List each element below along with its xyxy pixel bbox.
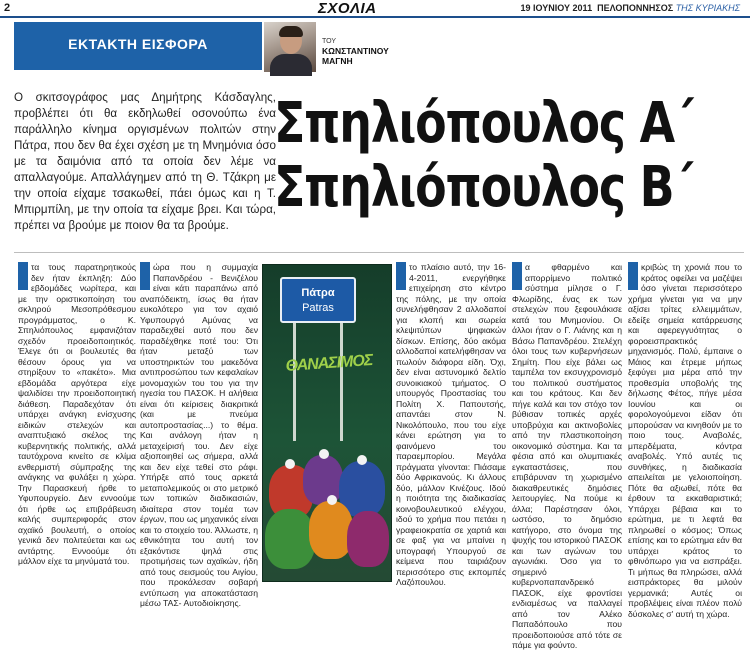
paper-subtitle: ΤΗΣ ΚΥΡΙΑΚΗΣ — [675, 3, 740, 13]
sign-text-latin: Patras — [302, 302, 334, 314]
patras-road-sign — [280, 277, 356, 323]
author-name-line1: ΚΩΝΣΤΑΝΤΙΝΟΥ — [322, 46, 389, 56]
column-title-band — [14, 22, 262, 70]
dateline — [521, 3, 740, 13]
article-column-5: κριβώς τη χρονιά που το κράτος οφείλει να μαζέψει όσο γίνεται περισσότερο χρήμα γίνεται για να μην αξίσει τρίτες ελλειμμάτων, εδείξε σημεία κατάρρευσης και αφερεγγυότητας ο φοροεισπρακτικός μηχανισμός. Πολύ, έμπαινε ο Μάιος και έτρεμε μήπως ξεφύγει μια μέρα από την προθεσμία υποβολής της δήλωσης Φέτος, πήγε μέσα Ιουνίου και οι φορολογούμενοι είδαν ότι μπορούσαν να κινηθούν με το ποιο τους. Αναβολές, μπερδέματα, κόντρα αναβολές. Υπό αυτές τις συνθήκες, η διαδικασία απειλείται με γελοιοποίηση. Πότε θα αξιωθεί, πότε θα έρθουν τα εκκαθαριστικά; Υπάρχει βέβαια και το ερώτημα, με τι λεφτά θα πληρωθεί ο κόσμος; Όπως επίσης και το ερώτημα εάν θα υπάρχει κράτος το φθινόπωρο για να εισπράξει. Τι μήπως θα πληρώσει, αλλά εισπράκτορες θα μιλούν γερμανικά; Αυτές οι προβλέψεις είναι πλέον πολύ δύσκολες σ' αυτή τη χώρα. — [628, 262, 742, 619]
dropcap-marker — [628, 262, 638, 290]
article-column-3: το πλαίσιο αυτό, την 16-4-2011, ενεργήθηκε επιχείρηση στο κέντρο της πόλης, με την οποία συνελήφθησαν 2 αλλοδαποί για κλοπή και σωρεία κλεψιτύπων ψηφιακών δίσκων. Επίσης, δύο ακόμα αλλοδαποί κατελήφθησαν να πωλούν διάφορα είδη. Όχι, δεν είναι αστυνομικό δελτίο συνοικιακού τμήματος. Ο υπουργός Προστασίας του Πολίτη Χ. Παπουτσής, απαντάει στον Ν. Νικολόπουλο, που του είχε κάνει ερώτηση για το φαινόμενο του παραεμπορίου. Μεγάλα πράγματα γίνονται: Πιάσαμε δύο Αφρικανούς. Κι άλλους δύο, μάλλον Κινέζους. Ιδού η ποιότητα της διαδικασίας κοινοβουλευτικού ελέγχου, ιδού το χρήμα που πετάει η γραφειοκρατία σε χαρτιά και σε φαξ για να μπαίνει η υπογραφή Υπουργού σε κείμενα που ταιριάζουν περισσότερο στις εκπομπές Λαζόπουλου. — [396, 262, 506, 587]
cartoon-illustration — [262, 264, 392, 582]
garbage-bag-icon — [309, 501, 353, 559]
byline-prefix: ΤΟΥ — [322, 38, 337, 45]
graffiti-text: ΘΑΝΑΣΙΜΟΣ — [285, 351, 373, 376]
dropcap-marker — [512, 262, 522, 290]
article-column-4: α φθαρμένο και απορρίμενο πολιτικό σύστημα μίλησε ο Γ. Φλωρίδης, ένας εκ των στελεχών που ξεφουλάκισε κατά του Μνημονίου. Οι άλλοι ήταν ο Γ. Λιάνης και η Βάσω Παπανδρέου. Στελέχη όλοι τους των κυβερνήσεων Σημίτη. Που είχε βάλει ως ταμπέλα τον εκσυγχρονισμό του πολιτικού συστήματος και του κράτους. Και δεν πήγε καλά και τον στόχο τον βύθισαν τοπικές αρχές υποβρύχια και ακτινοβολίες από την πλαστικοποίηση οικονομικό σύστημα. Και τα φέσια από και ολυμπιακές εγκαταστάσεις, που επιβάρυναν τη χωρισμένο διακαθρευτικές δημόσιες λειτουργίες. Να πούμε κι άλλα; Παρέστησαν όλοι, ωστόσο, το δημόσιο κατήγορο, στο όνομα της ψυχής του ιστορικού ΠΑΣΟΚ και των αγώνων του αγωνιάκι. Όσο για το σημερινό κυβερνοπαπανδρεικό ΠΑΣΟΚ, είχε φροντίσει ενδιαμέσως να παλλαγεί από τον Αλέκο Παπαδόπουλο που προειδοποιούσε από τότε σε πάμε για φούντο. — [512, 262, 622, 650]
article-column-1: τα τους παρατηρητικούς δεν ήταν έκπληξη: Δύο εβδομάδες νωρίτερα, και με την οριστικοποίηση του σκληρού Μεσοπρόθεσμου προγράμματος, ο Κ. Σπηλιόπουλος εμφανιζόταν σχεδόν προειδοποιητικός. Έλεγε ότι οι βουλευτές θα θέσουν όρους για να στηρίξουν το «πακέτο». Μια εβδομάδα αργότερα είχε ψαλιδίσει την προειδοποιητική διάθεση. Παραδεχόταν ότι υπάρχει ανάγκη ενίσχυσης ειδικών στελεχών και αναπτυξιακό σκέλος της κυβερνητικής πολιτικής, αλλά ταυτόχρονα κινείτο σε κλίμα ενθερμιστή σύμπραξης της ανάγκης να φυλάξει η χώρα. Την Παρασκευή ήρθε το Υφυπουργείο. Δεν εννοούμε ότι ήρθε ως επιβράβευση καλής συμπεριφοράς στον αχαϊκό βουλευτή, ο οποίος γενικά δεν πολιτεύεται και ως αντάρτης. Εννοούμε ότι μάλλον είχε τα μηνύματά του. — [18, 262, 136, 566]
paper-name: ΠΕΛΟΠΟΝΝΗΣΟΣ — [597, 3, 674, 13]
issue-date: 19 ΙΟΥΝΙΟΥ 2011 — [520, 3, 593, 13]
garbage-bag-icon — [303, 455, 343, 505]
page-number: 2 — [4, 2, 11, 14]
masthead-bar — [0, 0, 750, 18]
article-column-2: ώρα που η συμμαχία Παπανδρέου - Βενιζέλου είναι κάτι παραπάνω από αναπόδεικτη, ίσως θα ήταν ευκολότερο για τον αχαιό Υφυπουργό Αμύνας να παραδεχθεί αυτό που δεν παραδέχθηκε ποτέ του: Ότι ήταν μεταξύ των υποστηρικτών του μακεδόνα αντιπροσώπου των κεφαλαίων μονομαχιών του του για την ηγεσία του ΠΑΣΟΚ. Η αλήθεια είναι ότι κείρισεις διακριτικά (και με πνεύμα αυτοπροστασίας...) το θέμα. Και ανάλογη ήταν η μεταχείρισή του. Δεν είχε αξιοποιηθεί ως σήμερα, αλλά και δεν είχε τεθεί στο ράφι. Υπήρξε από τους αρκετά μεταπολεμικούς οι στο μετρικό των τοπικών διαδικασιών, ιδιαίτερα στον τομέα των έργων, που ως μηχανικός είναι και το στοιχείο του. Άλλωστε, η εθνικότητα του αυτή τον εξακόντισε ψηλά στις προτιμήσεις των αχαϊκών, ήδη από τους σεισμούς του Αιγίου, που προκάλεσαν σοβαρή εντύπωση για αποκατάσταση μέσω ΤΑΣ- Αυτοδιοίκησης. — [140, 262, 258, 608]
author-photo — [264, 22, 316, 72]
headline — [274, 91, 693, 220]
author-name-line2: ΜΑΓΝΗ — [322, 56, 353, 66]
lead-paragraph: Ο σκιτσογράφος μας Δημήτρης Κάσδαγλης, προβλέπει ότι θα εκδηλωθεί οσονούπω ένα παράλληλο κίνημα οργισμένων πολιτών στην Πάτρα, που δεν θα έχει σχέση με τη Μνημόνια όσο με τα δαιμόνια από τα οποία δεν λέμε να απαλλαγούμε. Απαλλάγημεν από τη Θ. Τζάκρη με την οποία είχαμε τσακωθεί, πάει όμως και η Τ. Μπιρμπίλη, με την οποία τα είχαμε βρει. Και τώρα, πρέπει να βρούμε με ποιον θα τα βρούμε. — [14, 91, 276, 232]
dropcap-marker — [18, 262, 28, 290]
dropcap-marker — [140, 262, 150, 290]
garbage-bag-icon — [347, 511, 389, 567]
headline-line2: Σπηλιόπουλος Β΄ — [274, 155, 693, 220]
headline-line1: Σπηλιόπουλος Α΄ — [274, 91, 693, 156]
section-title: ΣΧΟΛΙΑ — [318, 0, 377, 17]
column-title: ΕΚΤΑΚΤΗ ΕΙΣΦΟΡΑ — [68, 36, 208, 52]
dropcap-marker — [396, 262, 406, 290]
divider — [14, 252, 744, 253]
sign-text-greek: Πάτρα — [301, 287, 335, 299]
garbage-bag-icon — [265, 509, 315, 569]
author-name — [322, 46, 389, 66]
